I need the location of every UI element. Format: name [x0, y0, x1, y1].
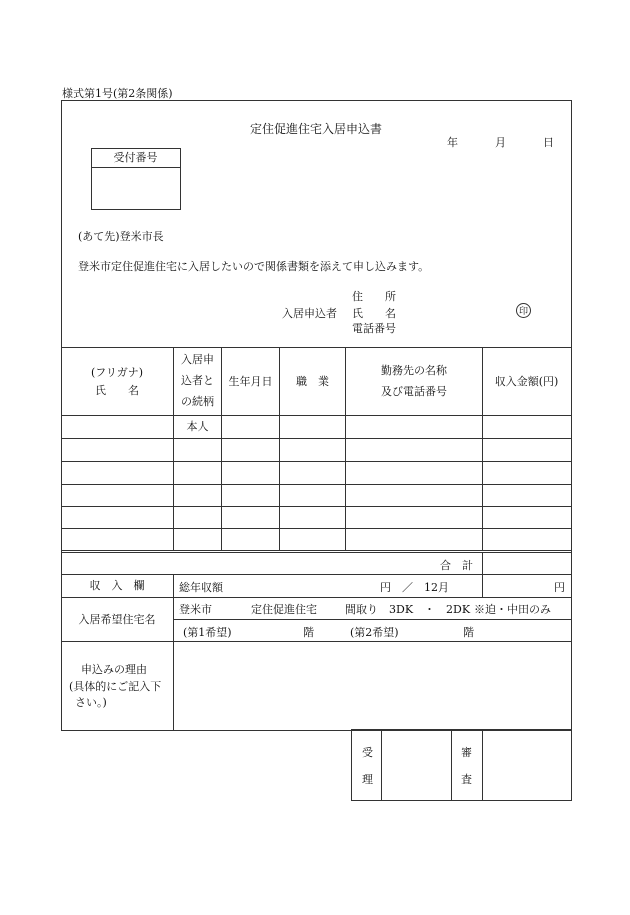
table-row-divider	[61, 506, 571, 507]
seal-mark-icon: 印	[516, 303, 531, 318]
addressee-text: (あて先)登米市長	[78, 230, 164, 243]
header-income: 収入金額(円)	[494, 374, 559, 388]
applicant-name-label: 氏 名	[352, 307, 396, 320]
reason-label	[69, 662, 161, 712]
header-relationship-line2: 込者と	[181, 374, 214, 388]
total-label: 合 計	[440, 559, 473, 572]
receipt-number-field[interactable]	[92, 168, 179, 208]
office-divider	[482, 729, 483, 800]
table-row-divider	[61, 461, 571, 462]
date-day-label: 日	[543, 136, 554, 149]
table-row-divider	[61, 484, 571, 485]
first-choice-floor: 階	[303, 626, 314, 639]
date-year-label: 年	[447, 136, 458, 149]
form-title: 定住促進住宅入居申込書	[250, 122, 383, 136]
housing-type: 定住促進住宅	[251, 603, 317, 616]
date-month-label: 月	[495, 136, 506, 149]
header-name	[61, 348, 173, 415]
second-choice-floor: 階	[463, 626, 474, 639]
header-name-furigana: (フリガナ)	[90, 365, 144, 379]
housing-city: 登米市	[179, 603, 212, 616]
header-workplace-line2: 及び電話番号	[381, 384, 447, 398]
table-bottom-border-double	[61, 552, 571, 553]
header-occupation: 職 業	[296, 374, 329, 388]
form-number-label: 様式第1号(第2条関係)	[62, 87, 173, 100]
housing-row-divider	[173, 619, 571, 620]
first-choice-label: (第1希望)	[183, 626, 232, 639]
office-accept-2: 理	[362, 773, 373, 786]
housing-label: 入居希望住宅名	[78, 612, 156, 626]
second-choice-label: (第2希望)	[350, 626, 399, 639]
income-section-label: 収 入 欄	[89, 579, 145, 593]
reason-field[interactable]	[175, 643, 569, 729]
header-name-label: 氏 名	[95, 383, 139, 397]
applicant-name-field[interactable]	[402, 304, 510, 320]
monthly-income-label: 円 ／ 12月	[380, 581, 449, 594]
applicant-label: 入居申込者	[282, 307, 337, 320]
relationship-self: 本人	[186, 420, 209, 434]
annual-income-label: 総年収額	[179, 581, 223, 594]
reason-label-line3: さい。)	[75, 696, 107, 709]
applicant-phone-field[interactable]	[402, 319, 552, 335]
table-header-bottom	[61, 415, 571, 416]
header-workplace	[346, 348, 482, 415]
header-relationship-line3: の続柄	[181, 394, 214, 408]
office-accept-1: 受	[362, 746, 373, 759]
header-relationship	[174, 348, 221, 415]
header-workplace-line1: 勤務先の名称	[381, 363, 447, 377]
header-relationship-line1: 入居申	[181, 353, 214, 367]
office-review-1: 審	[461, 746, 472, 759]
office-divider	[451, 729, 452, 800]
income-yen-label: 円	[554, 581, 565, 594]
table-bottom-border	[61, 550, 571, 551]
housing-rooms: 間取り 3DK ・ 2DK	[345, 603, 471, 616]
office-divider	[381, 729, 382, 800]
table-row-divider	[61, 438, 571, 439]
statement-text: 登米市定住促進住宅に入居したいので関係書類を添えて申し込みます。	[78, 260, 430, 273]
receipt-number-label: 受付番号	[113, 150, 158, 164]
table-row-divider	[61, 528, 571, 529]
applicant-address-field[interactable]	[402, 287, 552, 303]
total-col-divider	[482, 552, 483, 597]
applicant-address-label: 住 所	[352, 290, 396, 303]
header-birthdate: 生年月日	[228, 374, 273, 388]
reason-label-line2: (具体的にご記入下	[69, 679, 162, 693]
office-use-box	[351, 729, 572, 801]
office-review-2: 査	[461, 773, 472, 786]
reason-label-line1: 申込みの理由	[81, 663, 147, 676]
housing-row-bottom	[61, 641, 571, 642]
housing-note: ※迫・中田のみ	[474, 603, 551, 616]
applicant-phone-label: 電話番号	[352, 322, 396, 335]
